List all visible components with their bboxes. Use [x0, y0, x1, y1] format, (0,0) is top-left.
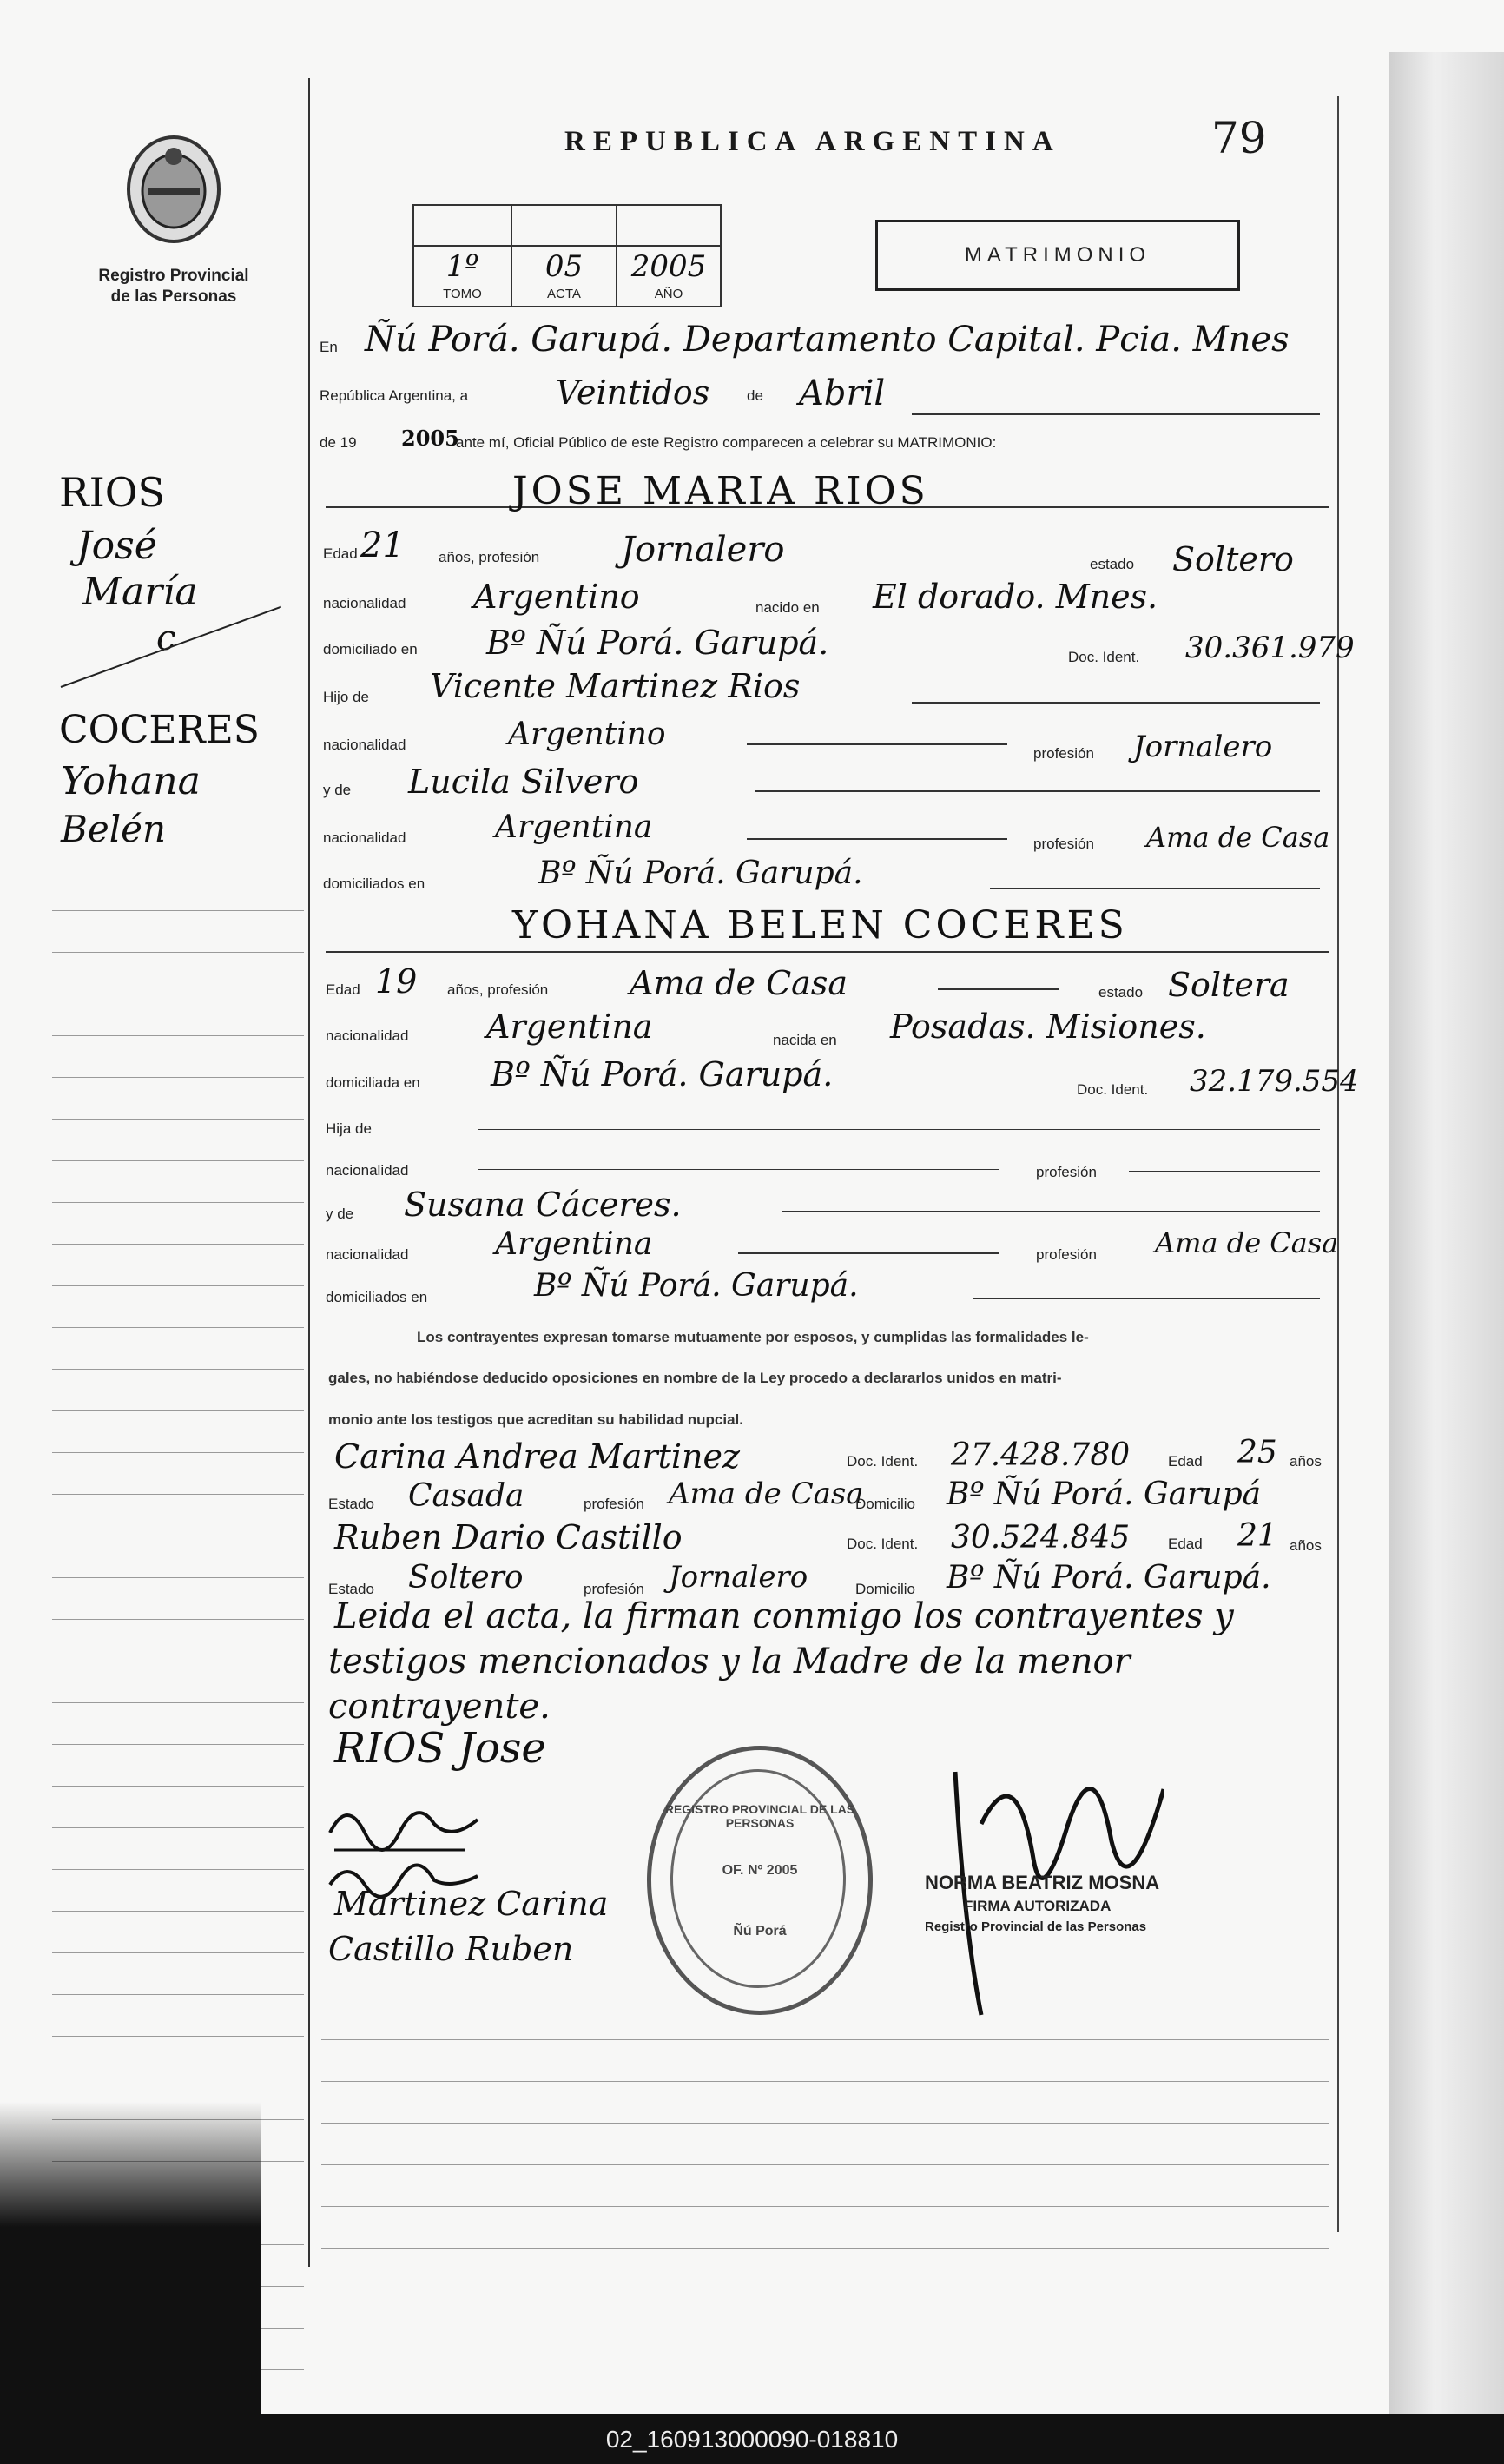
- declaration-line-2: gales, no habiéndose deducido oposiciones en nombre de la Ley procedo a declararlos unidos en matri-: [328, 1370, 1062, 1386]
- bride-dom-label: domiciliada en: [326, 1074, 420, 1091]
- margin-connector: c: [156, 618, 176, 658]
- republica-label: República Argentina, a: [320, 387, 469, 404]
- bride-parents-address: Bº Ñú Porá. Garupá.: [534, 1268, 859, 1304]
- margin-rule: [52, 1369, 304, 1370]
- margin-rule: [52, 1577, 304, 1578]
- witness1-address: Bº Ñú Porá. Garupá: [947, 1476, 1262, 1512]
- seal-bottom-text: Ñú Porá: [733, 1924, 787, 1939]
- groom-nac-label: nacionalidad: [323, 595, 406, 611]
- margin-rule: [52, 2036, 304, 2037]
- margin-rule: [52, 1494, 304, 1495]
- tomo-value: 1º: [445, 249, 479, 284]
- groom-address: Bº Ñú Porá. Garupá.: [486, 624, 829, 662]
- witness2-estado-label: Estado: [328, 1581, 374, 1597]
- bride-nac-label: nacionalidad: [326, 1027, 409, 1044]
- margin-groom-given1: José: [76, 524, 157, 568]
- seal-mid-text: OF. Nº 2005: [722, 1863, 798, 1878]
- bride-doc: 32.179.554: [1190, 1064, 1359, 1099]
- bottom-shadow: [0, 2102, 261, 2414]
- witness1-printed-name: Martinez Carina: [334, 1885, 609, 1923]
- groom-yde-label: y de: [323, 782, 352, 798]
- closing-line-3: contrayente.: [328, 1687, 551, 1727]
- parents-address: Bº Ñú Porá. Garupá.: [538, 855, 863, 891]
- witness2-doc: 30.524.845: [951, 1520, 1131, 1556]
- groom-nationality: Argentino: [473, 578, 640, 616]
- page-number: 79: [1211, 113, 1267, 163]
- groom-estado-label: estado: [1090, 556, 1135, 572]
- witness2-dom-label: Domicilio: [855, 1581, 915, 1597]
- mother-nac-label: nacionalidad: [323, 829, 406, 846]
- father-profession: Jornalero: [1133, 730, 1273, 764]
- witness2-address: Bº Ñú Porá. Garupá.: [947, 1560, 1271, 1595]
- bride-nationality: Argentina: [486, 1007, 653, 1046]
- ante-text: ante mí, Oficial Público de este Registro comparecen a celebrar su MATRIMONIO:: [456, 434, 997, 451]
- year-text: 2005: [401, 426, 459, 451]
- margin-rule: [52, 1327, 304, 1328]
- parents-dom-label: domiciliados en: [323, 875, 425, 892]
- margin-rule: [52, 1244, 304, 1245]
- bride-age: 19: [375, 962, 418, 1001]
- witness1-edad-label: Edad: [1168, 1453, 1203, 1470]
- margin-rule: [52, 1035, 304, 1036]
- margin-rule: [52, 1744, 304, 1745]
- official-org: Registro Provincial de las Personas: [925, 1919, 1147, 1934]
- registry-line-2: de las Personas: [110, 287, 237, 306]
- groom-birthplace: El dorado. Mnes.: [873, 578, 1158, 616]
- groom-prof-label: años, profesión: [439, 549, 540, 565]
- margin-rule: [52, 1160, 304, 1161]
- acta-value: 05: [544, 249, 584, 284]
- body-rule: [321, 2164, 1329, 2165]
- bride-address: Bº Ñú Porá. Garupá.: [491, 1055, 834, 1093]
- ano-value: 2005: [630, 249, 707, 284]
- margin-rule: [52, 1786, 304, 1787]
- declaration-line-1: Los contrayentes expresan tomarse mutuamente por esposos, y cumplidas las formalidades le-: [417, 1329, 1089, 1345]
- margin-rule: [52, 1285, 304, 1286]
- body-rule: [321, 2123, 1329, 2124]
- groom-father: Vicente Martinez Rios: [430, 667, 801, 705]
- bride-mother-profession: Ama de Casa: [1155, 1226, 1339, 1259]
- bride-estado-label: estado: [1098, 984, 1144, 1001]
- act-type-box: MATRIMONIO: [875, 220, 1240, 291]
- acta-label: ACTA: [547, 287, 581, 301]
- witness2-profession: Jornalero: [669, 1560, 808, 1595]
- bride-mother: Susana Cáceres.: [404, 1186, 682, 1224]
- witness1-doc: 27.428.780: [951, 1437, 1131, 1473]
- bride-mother-nac-label: nacionalidad: [326, 1246, 409, 1263]
- bride-nac1-label: nacionalidad: [326, 1162, 409, 1179]
- margin-bride-surname: COCERES: [59, 708, 260, 752]
- de-label: de: [747, 387, 763, 404]
- margin-rule: [52, 1827, 304, 1828]
- ano-label: AÑO: [654, 287, 683, 301]
- right-margin-divider: [1337, 96, 1339, 2232]
- coat-of-arms-icon: [122, 130, 226, 252]
- witness1-estado-label: Estado: [328, 1496, 374, 1512]
- bride-prof-label: años, profesión: [447, 981, 549, 998]
- witness1-prof-label: profesión: [584, 1496, 644, 1512]
- month-text: Abril: [799, 373, 886, 413]
- groom-mother: Lucila Silvero: [408, 763, 639, 801]
- witness1-dom-label: Domicilio: [855, 1496, 915, 1512]
- margin-rule: [52, 1911, 304, 1912]
- official-title: FIRMA AUTORIZADA: [964, 1898, 1112, 1914]
- margin-groom-surname: RIOS: [59, 469, 166, 516]
- groom-doc: 30.361.979: [1185, 631, 1355, 665]
- groom-signature: RIOS Jose: [334, 1724, 546, 1773]
- margin-bride-given2: Belén: [61, 808, 167, 850]
- bride-hija-label: Hija de: [326, 1120, 372, 1137]
- groom-profession: Jornalero: [621, 530, 785, 570]
- country-title: REPUBLICA ARGENTINA: [564, 126, 1061, 157]
- bride-yde-label: y de: [326, 1206, 354, 1222]
- margin-rule: [52, 1202, 304, 1203]
- witness2-name: Ruben Dario Castillo: [334, 1518, 683, 1556]
- witness2-edad-label: Edad: [1168, 1536, 1203, 1552]
- day-text: Veintidos: [556, 373, 710, 412]
- groom-edad-label: Edad: [323, 545, 358, 562]
- bride-name: YOHANA BELEN COCERES: [512, 903, 1128, 948]
- registry-box: [412, 204, 722, 307]
- mother-nationality: Argentina: [495, 809, 653, 845]
- margin-rule: [52, 910, 304, 911]
- margin-bride-given1: Yohana: [61, 759, 201, 803]
- witness1-doc-label: Doc. Ident.: [847, 1453, 919, 1470]
- margin-rule: [52, 1410, 304, 1411]
- official-seal: [647, 1746, 873, 2015]
- margin-groom-given2: María: [82, 570, 198, 614]
- witness1-status: Casada: [408, 1478, 524, 1514]
- closing-line-1: Leida el acta, la firman conmigo los contrayentes y: [334, 1596, 1234, 1636]
- mother-profession: Ama de Casa: [1146, 821, 1330, 854]
- margin-rule: [52, 1077, 304, 1078]
- witness1-profession: Ama de Casa: [669, 1476, 864, 1511]
- bride-dom2-label: domiciliados en: [326, 1289, 428, 1305]
- witness2-doc-label: Doc. Ident.: [847, 1536, 919, 1552]
- bride-mother-prof-label: profesión: [1036, 1246, 1097, 1263]
- margin-rule: [52, 1952, 304, 1953]
- bride-mother-nationality: Argentina: [495, 1226, 653, 1262]
- margin-rule: [52, 1869, 304, 1870]
- image-caption: 02_160913000090-018810: [0, 2414, 1504, 2464]
- groom-age: 21: [360, 525, 405, 565]
- official-name: NORMA BEATRIZ MOSNA: [925, 1872, 1160, 1893]
- father-nationality: Argentino: [508, 717, 666, 752]
- bride-nacida-label: nacida en: [773, 1032, 837, 1048]
- declaration-line-3: monio ante los testigos que acreditan su habilidad nupcial.: [328, 1411, 743, 1428]
- groom-dom-label: domiciliado en: [323, 641, 418, 657]
- witness1-age: 25: [1237, 1435, 1277, 1470]
- witness2-prof-label: profesión: [584, 1581, 644, 1597]
- margin-rule: [52, 1619, 304, 1620]
- bride-prof1-label: profesión: [1036, 1164, 1097, 1180]
- page-edge: [1389, 52, 1504, 2414]
- en-label: En: [320, 339, 338, 355]
- father-nac-label: nacionalidad: [323, 737, 406, 753]
- body-rule: [321, 2248, 1329, 2249]
- bride-edad-label: Edad: [326, 981, 360, 998]
- groom-civil-status: Soltero: [1172, 540, 1294, 578]
- bride-profession: Ama de Casa: [630, 964, 848, 1002]
- tomo-label: TOMO: [443, 287, 482, 301]
- father-prof-label: profesión: [1033, 745, 1094, 762]
- groom-nacido-label: nacido en: [755, 599, 820, 616]
- margin-divider: [308, 78, 310, 2267]
- groom-name: JOSE MARIA RIOS: [512, 469, 929, 513]
- groom-doc-label: Doc. Ident.: [1068, 649, 1140, 665]
- margin-rule: [52, 1452, 304, 1453]
- witness2-age: 21: [1237, 1518, 1277, 1554]
- bride-civil-status: Soltera: [1168, 966, 1290, 1004]
- body-rule: [321, 2206, 1329, 2207]
- de2-label: de 19: [320, 434, 357, 451]
- registry-line-1: Registro Provincial: [98, 267, 249, 285]
- witness2-printed-name: Castillo Ruben: [328, 1930, 574, 1968]
- body-rule: [321, 2081, 1329, 2082]
- bride-birthplace: Posadas. Misiones.: [890, 1007, 1206, 1046]
- margin-rule: [52, 1702, 304, 1703]
- seal-top-text: REGISTRO PROVINCIAL DE LAS PERSONAS: [664, 1802, 855, 1830]
- mother-prof-label: profesión: [1033, 836, 1094, 852]
- witness1-anos: años: [1290, 1453, 1322, 1470]
- margin-rule: [52, 952, 304, 953]
- margin-rule: [52, 1119, 304, 1120]
- groom-hijo-label: Hijo de: [323, 689, 369, 705]
- witness1-name: Carina Andrea Martinez: [334, 1437, 741, 1476]
- body-rule: [321, 2039, 1329, 2040]
- place-text: Ñú Porá. Garupá. Departamento Capital. Pcia. Mnes: [365, 320, 1290, 360]
- margin-rule: [52, 1994, 304, 1995]
- witness2-status: Soltero: [408, 1560, 524, 1595]
- closing-line-2: testigos mencionados y la Madre de la menor: [328, 1642, 1131, 1681]
- bride-doc-label: Doc. Ident.: [1077, 1081, 1149, 1098]
- witness2-anos: años: [1290, 1537, 1322, 1554]
